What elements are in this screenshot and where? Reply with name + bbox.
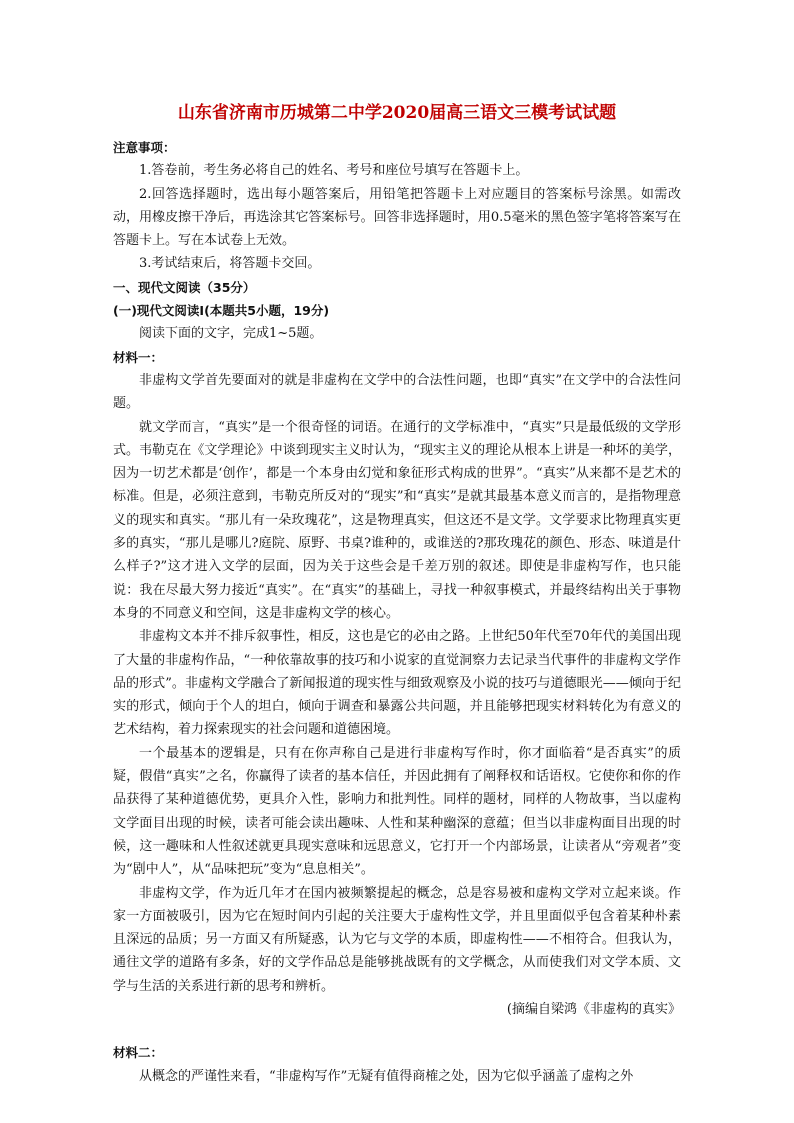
notice-heading: 注意事项：: [113, 140, 176, 155]
spacer: [113, 1021, 681, 1041]
material-1-paragraph: 非虚构文学，作为近几年才在国内被频繁提起的概念，总是容易被和虚构文学对立起来谈。作家一方面被吸引，因为它在短时间内引起的关注要大于虚构性文学，并且里面似乎包含着某种朴素且深远的品质；另一方面又有所疑惑，认为它与文学的本质，即虚构性——不相符合。但我认为，通往文学的道路有多条，好的文学作品总是能够挑战既有的文学概念，从而使我们对文学本质、文学与生活的关系进行新的思考和辨析。: [113, 885, 681, 994]
material-2-paragraph: 从概念的严谨性来看，“非虚构写作”无疑有值得商榷之处，因为它似乎涵盖了虚构之外: [139, 1068, 634, 1084]
reading-instruction: 阅读下面的文字，完成1~5题。: [139, 326, 323, 342]
notice-item-3: 3.考试结束后，将答题卡交回。: [139, 256, 321, 272]
document-page: [113, 100, 681, 1088]
material-1-label: 材料一：: [113, 349, 164, 365]
notice-item-2: 2.回答选择题时，选出每小题答案后，用铅笔把答题卡上对应题目的答案标号涂黑。如需改动，用橡皮擦干净后，再选涂其它答案标号。回答非选择题时，用0.5毫米的黑色签字笔将答案写在答题卡上。写在本试卷上无效。: [113, 186, 681, 249]
notice-item-1: 1.答卷前，考生务必将自己的姓名、考号和座位号填写在答题卡上。: [139, 163, 529, 179]
material-1-paragraph: 一个最基本的逻辑是，只有在你声称自己是进行非虚构写作时，你才面临着“是否真实”的质疑，假借“真实”之名，你赢得了读者的基本信任，并因此拥有了阐释权和话语权。它使你和你的作品获得了某种道德优势，更具介入性，影响力和批判性。同样的题材，同样的人物故事，当以虚构文学面目出现的时候，读者可能会读出趣味、人性和某种幽深的意蕴；但当以非虚构面目出现的时候，这一趣味和人性叙述就更具现实意味和远思意义，它打开一个内部场景，让读者从“旁观者”变为“剧中人”，从“品味把玩”变为“息息相关”。: [113, 745, 681, 878]
material-1-paragraph: 就文学而言，“真实”是一个很奇怪的词语。在通行的文学标准中，“真实”只是最低级的文学形式。韦勒克在《文学理论》中谈到现实主义时认为，“现实主义的理论从根本上讲是一种坏的美学，因为一切艺术都是‘创作’，都是一个本身由幻觉和象征形式构成的世界”。“真实”从来都不是艺术的标准。但是，必须注意到，韦勒克所反对的“现实”和“真实”是就其最基本意义而言的，是指物理意义的现实和真实。“那儿有一朵玫瑰花”，这是物理真实，但这还不是文学。文学要求比物理真实更多的真实，“那儿是哪儿?庭院、原野、书桌?谁种的，或谁送的?那玫瑰花的颜色、形态、味道是什么样子?”这才进入文学的层面，因为关于这些会是千差万别的叙述。即使是非虚构写作，也只能说：我在尽最大努力接近“真实”。在“真实”的基础上，寻找一种叙事模式，并最终结构出关于事物本身的不同意义和空间，这是非虚构文学的核心。: [113, 419, 681, 621]
material-1-paragraph: 非虚构文学首先要面对的就是非虚构在文学中的合法性问题，也即“真实”在文学中的合法性问题。: [113, 372, 681, 412]
material-2-label: 材料二：: [113, 1045, 164, 1061]
material-1-paragraph: 非虚构文本并不排斥叙事性，相反，这也是它的必由之路。上世纪50年代至70年代的美国出现了大量的非虚构作品，“一种依靠故事的技巧和小说家的直觉洞察力去记录当代事件的非虚构文学作品的形式”。非虚构文学融合了新闻报道的现实性与细致观察及小说的技巧与道德眼光——倾向于纪实的形式，倾向于个人的坦白，倾向于调查和暴露公共问题，并且能够把现实材料转化为有意义的艺术结构，着力探索现实的社会问题和道德困境。: [113, 629, 681, 738]
section-heading: 一、现代文阅读（35分）: [113, 279, 256, 295]
material-1-source: (摘编自梁鸿《非虚构的真实》: [506, 1001, 681, 1017]
document-title: 山东省济南市历城第二中学2020届高三语文三模考试试题: [177, 103, 617, 123]
sub-section-heading: (一)现代文阅读Ⅰ(本题共5小题，19分): [113, 303, 330, 319]
